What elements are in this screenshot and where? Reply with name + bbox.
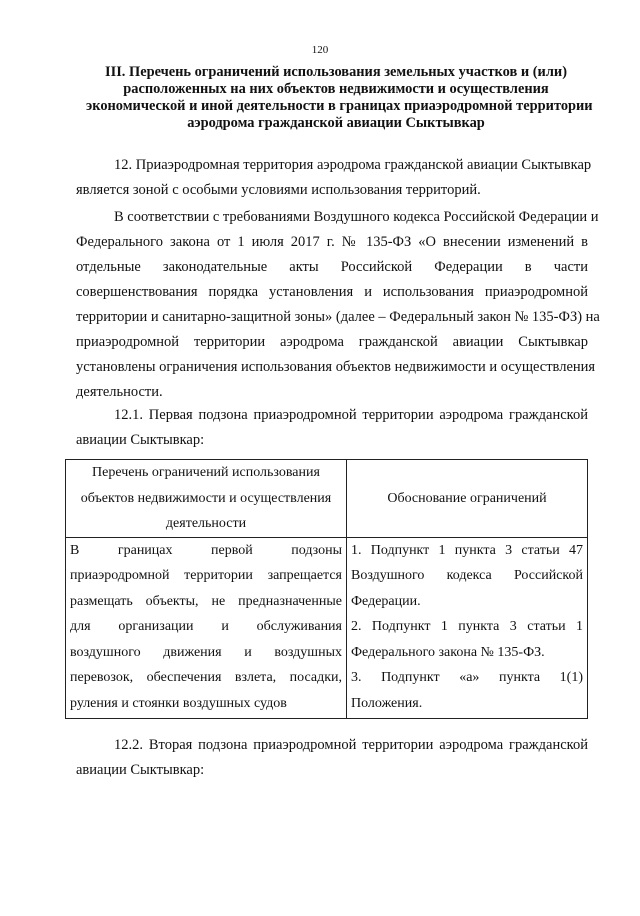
cell-line: размещать объекты, не предназначенные [70,593,342,609]
header-line: деятельности [165,516,247,531]
text-line: отдельные законодательные акты Российской Федерации в части [76,259,588,275]
cell-line: воздушного движения и воздушных [70,644,342,660]
paragraph-main [76,205,600,405]
text-line: совершенствования порядка установления и использования приаэродромной [76,284,588,300]
paragraph-12-1 [76,403,588,453]
title-line: III. Перечень ограничений использования земельных участков и (или) [105,64,567,80]
section-title [86,64,593,132]
cell-line: Федерального закона № 135-ФЗ. [351,644,545,660]
page-number: 120 [311,44,329,56]
cell-line: 1. Подпункт 1 пункта 3 статьи 47 [351,542,583,558]
title-line: расположенных на них объектов недвижимости и осуществления [123,81,549,97]
cell-line: 2. Подпункт 1 пункта 3 статьи 1 [351,619,583,634]
text-line: авиации Сыктывкар: [76,432,205,448]
table-header-row [66,460,588,538]
text-line: является зоной с особыми условиями использования территорий. [76,182,481,198]
cell-line: для организации и обслуживания [70,619,342,634]
restrictions-table [65,459,588,719]
text-line: Федерального закона от 1 июля 2017 г. № 135-ФЗ «О внесении изменений в [76,234,588,250]
cell-line: Воздушного кодекса Российской [351,568,583,583]
text-line: 12. Приаэродромная территория аэродрома гражданской авиации Сыктывкар [114,157,592,173]
table-row [66,537,588,719]
paragraph-12 [76,153,592,203]
title-line: экономической и иной деятельности в границах приаэродромной территории [86,98,593,114]
title-line: аэродрома гражданской авиации Сыктывкар [187,115,485,131]
text-line: установлены ограничения использования объектов недвижимости и осуществления [76,359,596,375]
header-line: Перечень ограничений использования [92,465,320,480]
text-line: деятельности. [76,384,163,400]
cell-line: В границах первой подзоны [70,542,342,558]
cell-line: Федерации. [351,593,421,609]
cell-line: Положения. [351,695,423,711]
restriction-cell [66,537,347,719]
cell-line: руления и стоянки воздушных судов [70,695,287,711]
text-line: В соответствии с требованиями Воздушного кодекса Российской Федерации и [114,209,599,225]
header-line: объектов недвижимости и осуществления [80,490,332,506]
paragraph-12-2 [76,733,588,783]
text-line: 12.2. Вторая подзона приаэродромной территории аэродрома гражданской [114,737,588,753]
header-restrictions-list [66,460,347,538]
text-line: авиации Сыктывкар: [76,762,205,778]
cell-line: перевозок, обеспечения взлета, посадки, [70,670,342,685]
justification-cell [347,537,588,719]
cell-line: приаэродромной территории запрещается [70,568,342,583]
cell-line: 3. Подпункт «а» пункта 1(1) [351,670,583,685]
text-line: 12.1. Первая подзона приаэродромной территории аэродрома гражданской [114,407,588,423]
text-line: территории и санитарно-защитной зоны» (далее – Федеральный закон № 135-ФЗ) на [76,309,600,325]
text-line: приаэродромной территории аэродрома гражданской авиации Сыктывкар [76,334,588,350]
header-justification: Обоснование ограничений [347,460,588,538]
